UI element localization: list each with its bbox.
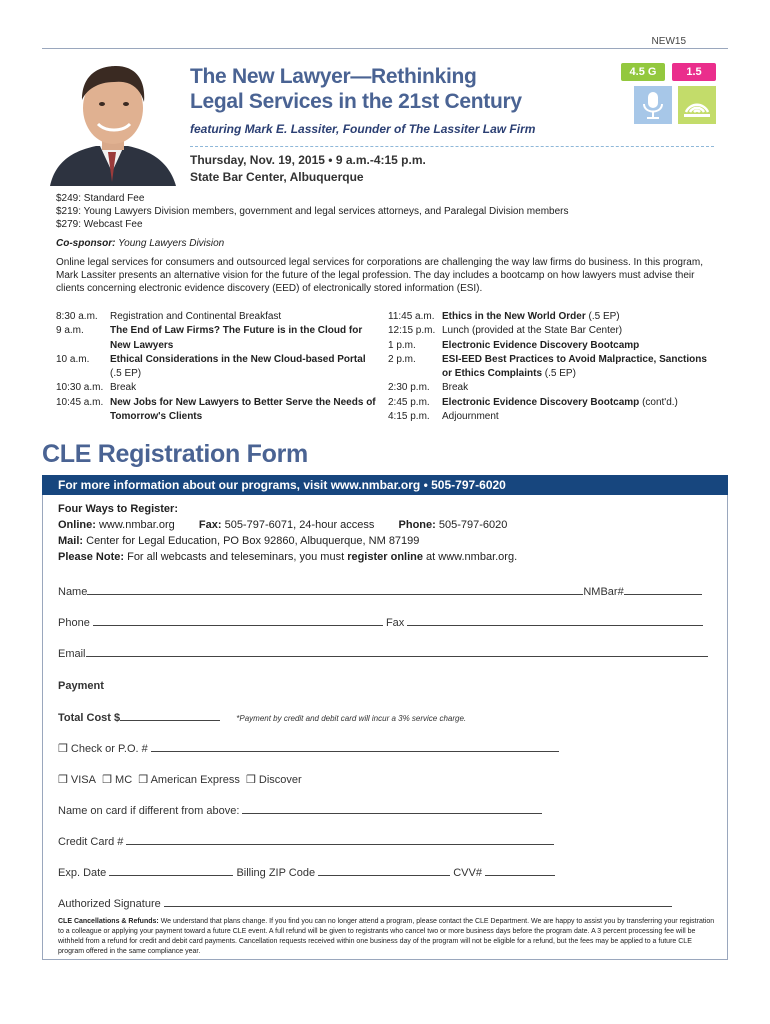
- note-text: For all webcasts and teleseminars, you must: [127, 551, 348, 563]
- fee-webcast: $279: Webcast Fee: [56, 219, 143, 230]
- schedule-time: 10:45 a.m.: [56, 396, 104, 408]
- email-label: Email: [58, 648, 86, 660]
- signature-label: Authorized Signature: [58, 898, 161, 910]
- fax-value: 505-797-6071, 24-hour access: [224, 519, 375, 531]
- cosponsor: [56, 238, 224, 249]
- dashed-divider: [190, 146, 714, 147]
- form-title: CLE Registration Form: [42, 440, 308, 468]
- schedule-session: Ethics in the New World Order: [442, 311, 586, 322]
- discover-checkbox[interactable]: ❒ Discover: [245, 774, 302, 786]
- form-code: NEW15: [651, 36, 686, 47]
- registration-ways: [58, 501, 517, 565]
- note-emphasis: register online: [347, 551, 423, 563]
- schedule-time: 9 a.m.: [56, 325, 84, 337]
- phone-input[interactable]: [93, 616, 383, 626]
- program-location: State Bar Center, Albuquerque: [190, 170, 364, 184]
- credit-card-input[interactable]: [126, 835, 554, 845]
- payment-heading: Payment: [58, 680, 104, 692]
- visa-checkbox[interactable]: ❒ VISA: [58, 774, 96, 786]
- schedule-session: Electronic Evidence Discovery Bootcamp: [442, 339, 640, 351]
- schedule-session: The End of Law Firms? The Future is in the Cloud for New Lawyers: [110, 325, 363, 351]
- schedule-item: [56, 310, 376, 324]
- schedule-left: [56, 310, 376, 424]
- microphone-icon: [634, 86, 672, 124]
- check-checkbox[interactable]: ❒ Check or P.O. #: [58, 743, 148, 755]
- schedule-time: 2:30 p.m.: [388, 382, 430, 394]
- schedule-desc: [442, 339, 639, 353]
- schedule-item: [388, 353, 718, 382]
- schedule-item: [388, 396, 718, 410]
- mc-checkbox[interactable]: ❒ MC: [102, 774, 133, 786]
- schedule-item: [388, 381, 718, 395]
- schedule-desc: [442, 324, 622, 338]
- schedule-desc: [442, 310, 620, 324]
- zip-input[interactable]: [318, 866, 450, 876]
- schedule-text: Adjournment: [442, 411, 499, 423]
- ways-heading: Four Ways to Register:: [58, 503, 178, 515]
- phone-fax-field: [58, 616, 703, 629]
- schedule-time: 11:45 a.m.: [388, 311, 435, 322]
- zip-label: Billing ZIP Code: [236, 867, 316, 879]
- online-value[interactable]: www.nmbar.org: [98, 519, 175, 531]
- featuring-line: featuring Mark E. Lassiter, Founder of The Lassiter Law Firm: [190, 122, 536, 136]
- schedule-item: [388, 339, 718, 353]
- schedule-desc: [110, 381, 136, 395]
- schedule-desc: [442, 410, 499, 424]
- schedule-time: 2 p.m.: [388, 353, 416, 365]
- program-description: Online legal services for consumers and outsourced legal services for corporations are challenging the way law firms do business. In this program, Mark Lassiter presents an alternative vision for the future of the legal profession. The day includes a bootcamp on how lawyers must advise their clients concerning electronic evidence discovery (EED) of electronically stored information (ESI).: [56, 257, 703, 294]
- signature-field: [58, 897, 672, 910]
- fax-field-label: Fax: [385, 617, 405, 629]
- email-input[interactable]: [86, 647, 708, 657]
- webcast-icon: [678, 86, 716, 124]
- total-cost-label: Total Cost $: [58, 712, 121, 724]
- schedule-desc: [110, 310, 281, 324]
- email-field: [58, 647, 708, 660]
- check-field: [58, 742, 559, 755]
- fee-discount: $219: Young Lawyers Division members, government and legal services attorneys, and Paralegal Division members: [56, 206, 569, 217]
- mail-value: Center for Legal Education, PO Box 92860, Albuquerque, NM 87199: [86, 535, 420, 547]
- program-date: Thursday, Nov. 19, 2015 • 9 a.m.-4:15 p.m.: [190, 153, 426, 167]
- schedule-text: Lunch (provided at the State Bar Center): [442, 325, 623, 337]
- surcharge-note: *Payment by credit and debit card will incur a 3% service charge.: [236, 714, 467, 723]
- fax-input[interactable]: [407, 616, 703, 626]
- schedule-time: 8:30 a.m.: [56, 311, 98, 322]
- card-type-options: [58, 773, 302, 786]
- phone-field-label: Phone: [58, 617, 90, 629]
- schedule-time: 2:45 p.m.: [388, 396, 430, 408]
- schedule-session: Electronic Evidence Discovery Bootcamp: [442, 396, 640, 408]
- online-label: Online:: [58, 519, 96, 531]
- name-field: [58, 585, 702, 598]
- schedule-desc: [442, 396, 678, 410]
- note-label: Please Note:: [58, 551, 125, 563]
- name-input[interactable]: [87, 585, 583, 595]
- schedule-desc: [442, 353, 718, 382]
- cvv-input[interactable]: [485, 866, 555, 876]
- fee-standard: $249: Standard Fee: [56, 193, 145, 204]
- cosponsor-label: Co-sponsor:: [56, 238, 116, 249]
- schedule-item: [56, 353, 376, 382]
- info-bar: For more information about our programs, visit www.nmbar.org • 505-797-6020: [42, 475, 728, 495]
- schedule-session: New Jobs for New Lawyers to Better Serve the Needs of Tomorrow's Clients: [110, 396, 376, 423]
- nmbar-input[interactable]: [624, 585, 702, 595]
- speaker-photo: [42, 54, 182, 186]
- credit-badge-general: 4.5 G: [621, 63, 665, 81]
- schedule-text: (.5 EP): [585, 311, 620, 322]
- cancellation-policy: [58, 917, 718, 957]
- program-title: [190, 64, 522, 114]
- exp-zip-cvv-field: [58, 866, 555, 879]
- check-po-input[interactable]: [151, 742, 559, 752]
- schedule-text: Break: [442, 382, 469, 394]
- title-line-2: Legal Services in the 21st Century: [190, 90, 522, 113]
- schedule-item: [56, 324, 376, 353]
- nmbar-label: NMBar#: [583, 586, 624, 598]
- schedule-desc: [110, 324, 376, 353]
- cvv-label: CVV#: [453, 867, 482, 879]
- top-divider: [42, 48, 728, 49]
- schedule-time: 12:15 p.m.: [388, 325, 436, 337]
- fee-list: [56, 192, 569, 231]
- schedule-text: Registration and Continental Breakfast: [110, 311, 282, 322]
- schedule-time: 4:15 p.m.: [388, 411, 430, 423]
- schedule-text: (cont'd.): [639, 396, 678, 408]
- name-label: Name: [58, 586, 88, 598]
- phone-value: 505-797-6020: [438, 519, 508, 531]
- name-on-card-label: Name on card if different from above:: [58, 805, 240, 817]
- schedule-desc: [442, 381, 468, 395]
- credit-card-label: Credit Card #: [58, 836, 124, 848]
- signature-input[interactable]: [164, 897, 672, 907]
- schedule-session: Ethical Considerations in the New Cloud-based Portal: [110, 353, 366, 365]
- title-line-1: The New Lawyer—Rethinking: [190, 65, 477, 88]
- schedule-right: [388, 310, 718, 424]
- schedule-desc: [110, 353, 376, 382]
- date-location: [190, 152, 426, 186]
- schedule-desc: [110, 396, 376, 425]
- cosponsor-value: Young Lawyers Division: [118, 238, 225, 249]
- schedule-text: Break: [110, 382, 137, 394]
- schedule-item: [388, 324, 718, 338]
- total-cost-field: [58, 711, 466, 724]
- fax-label: Fax:: [198, 519, 222, 531]
- name-on-card-field: [58, 804, 542, 817]
- exp-date-input[interactable]: [109, 866, 233, 876]
- schedule-text: (.5 EP): [110, 368, 142, 380]
- schedule-session: ESI-EED Best Practices to Avoid Malpractice, Sanctions or Ethics Complaints: [442, 353, 707, 380]
- phone-label: Phone:: [398, 519, 436, 531]
- schedule-item: [56, 396, 376, 425]
- schedule-text: (.5 EP): [542, 368, 576, 380]
- exp-date-label: Exp. Date: [58, 867, 107, 879]
- note-text-end: at www.nmbar.org.: [422, 551, 518, 563]
- schedule-time: 10 a.m.: [56, 353, 90, 365]
- schedule-time: 10:30 a.m.: [56, 382, 104, 394]
- cancellation-text: We understand that plans change. If you find you can no longer attend a program, please contact the CLE Department. We are happy to assist you by transferring your registration to a colleague or applying your payment toward a future CLE event. A full refund will be given to registrants who cancel two or more business days before the program date. A 3 percent processing fee will be withheld from a refund for credit and debit card payments. Cancellation requests received within one business day of the program will not be eligible for a refund, but the fees may be applied to a future CLE program offered in the same compliance year.: [58, 918, 715, 955]
- credit-badge-ep: 1.5: [672, 63, 716, 81]
- schedule-item: [388, 410, 718, 424]
- schedule-item: [388, 310, 718, 324]
- amex-checkbox[interactable]: ❒ American Express: [138, 774, 240, 786]
- name-on-card-input[interactable]: [242, 804, 542, 814]
- schedule-item: [56, 381, 376, 395]
- schedule-time: 1 p.m.: [388, 339, 416, 351]
- cancellation-label: CLE Cancellations & Refunds:: [58, 918, 159, 925]
- total-cost-input[interactable]: [120, 711, 220, 721]
- credit-card-field: [58, 835, 554, 848]
- mail-label: Mail:: [58, 535, 84, 547]
